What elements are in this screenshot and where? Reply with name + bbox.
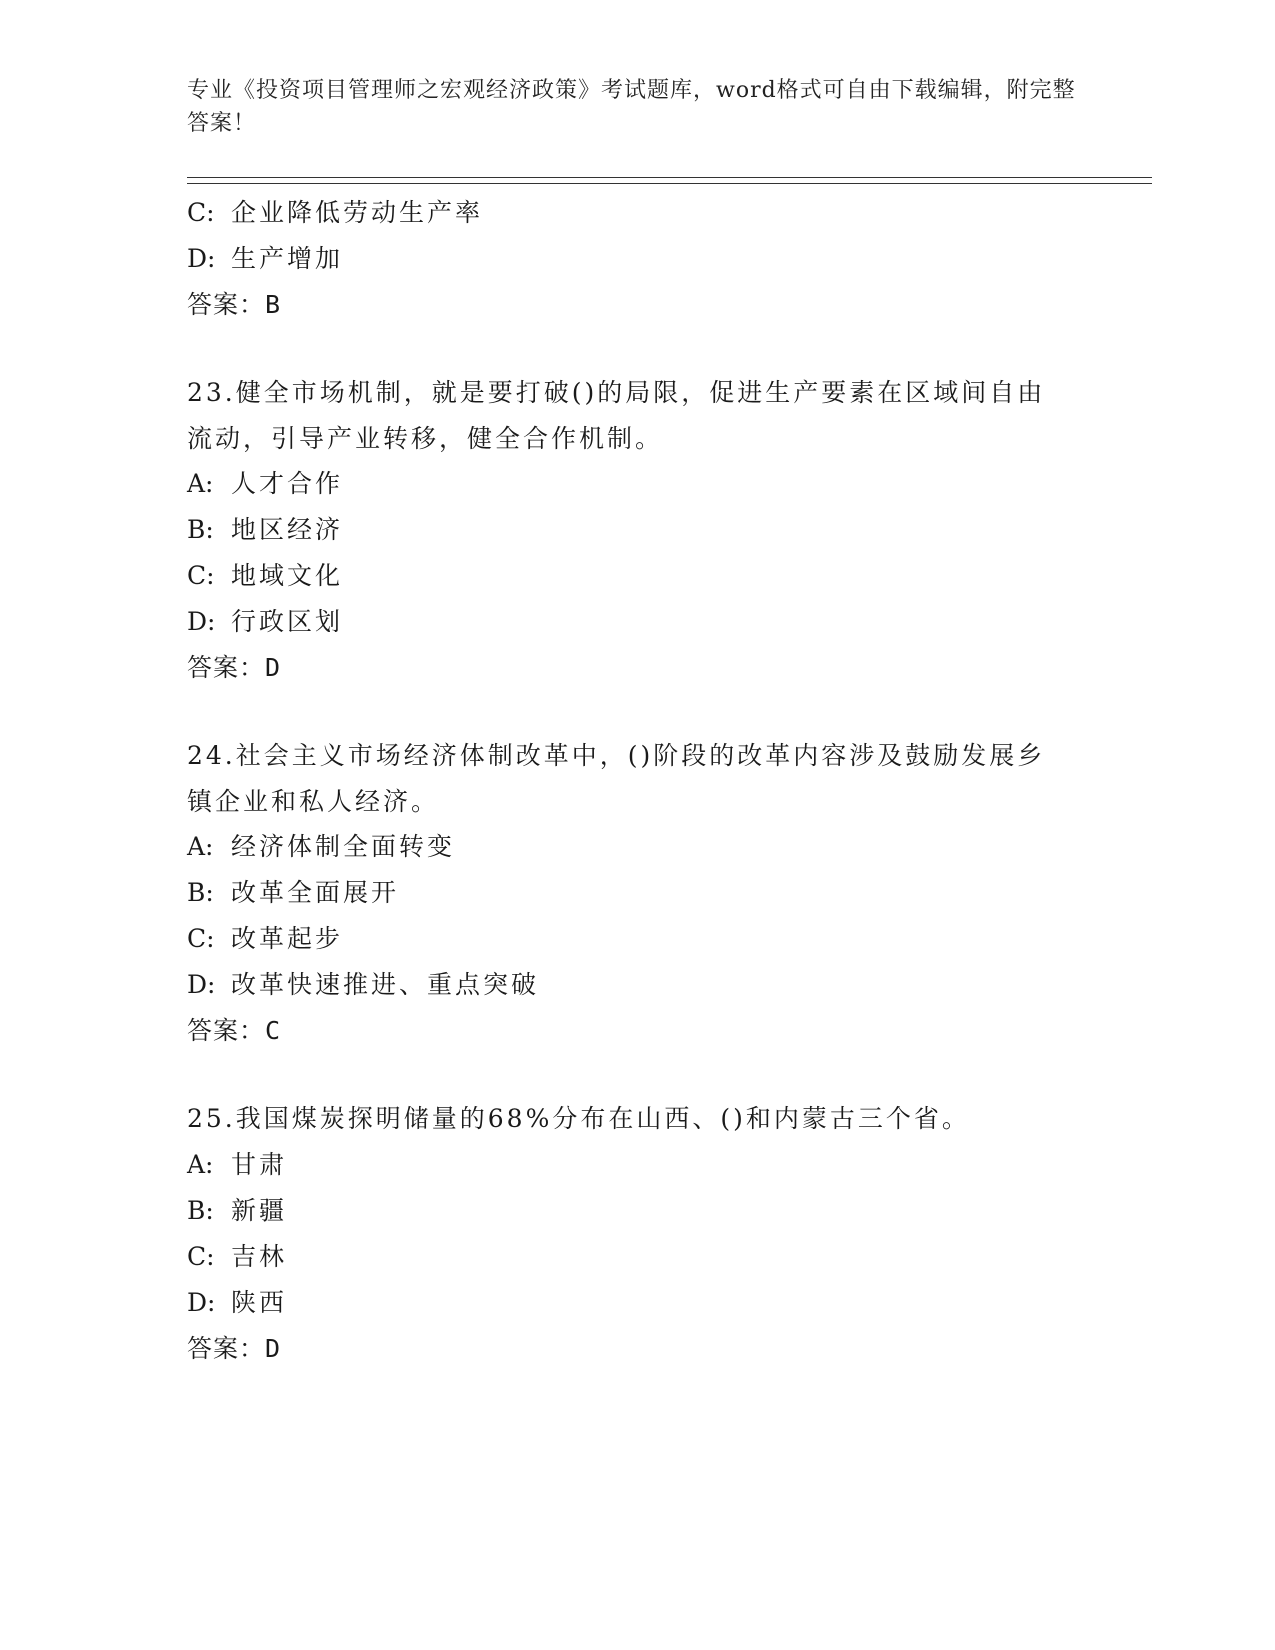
header-rule-top <box>187 177 1152 178</box>
option-letter: D: <box>187 970 216 999</box>
question-stem: 23.健全市场机制，就是要打破()的局限，促进生产要素在区域间自由流动，引导产业转移，健全合作机制。 <box>187 378 1046 453</box>
option-row <box>187 824 1087 870</box>
option-text: 改革全面展开 <box>231 878 400 907</box>
option-row <box>187 1280 1087 1326</box>
option-text: 地区经济 <box>231 515 344 544</box>
question-23 <box>187 370 1087 691</box>
option-text: 吉林 <box>231 1241 288 1271</box>
option-row <box>187 1188 1087 1234</box>
answer-line: 答案：C <box>187 1016 282 1045</box>
option-text: 行政区划 <box>231 607 344 636</box>
question-25 <box>187 1096 1087 1372</box>
option-text: 生产增加 <box>231 244 344 273</box>
answer-line: 答案：B <box>187 290 282 319</box>
option-row <box>187 916 1087 962</box>
option-row <box>187 870 1087 916</box>
option-letter: B: <box>187 1195 214 1225</box>
question-stem: 25.我国煤炭探明储量的68%分布在山西、()和内蒙古三个省。 <box>187 1104 970 1133</box>
option-row <box>187 190 1087 236</box>
option-row <box>187 599 1087 645</box>
option-text: 经济体制全面转变 <box>231 832 456 861</box>
answer-line: 答案：D <box>187 1333 282 1363</box>
option-text: 改革起步 <box>231 924 344 953</box>
option-letter: D: <box>187 1287 216 1317</box>
option-row <box>187 507 1087 553</box>
option-row <box>187 461 1087 507</box>
option-letter: D: <box>187 607 216 636</box>
option-letter: C: <box>187 198 215 227</box>
option-text: 陕西 <box>231 1287 288 1317</box>
header-rule-bottom <box>187 183 1152 184</box>
question-list <box>187 190 1087 1372</box>
option-row <box>187 553 1087 599</box>
question-stem: 24.社会主义市场经济体制改革中，()阶段的改革内容涉及鼓励发展乡镇企业和私人经济。 <box>187 741 1046 816</box>
question-24 <box>187 733 1087 1054</box>
option-row <box>187 1142 1087 1188</box>
option-text: 改革快速推进、重点突破 <box>231 970 540 999</box>
option-letter: B: <box>187 878 214 907</box>
option-letter: C: <box>187 561 215 590</box>
option-letter: C: <box>187 924 215 953</box>
option-letter: A: <box>187 832 214 861</box>
option-letter: A: <box>187 469 214 498</box>
document-header: 专业《投资项目管理师之宏观经济政策》考试题库，word格式可自由下载编辑，附完整答案！ <box>187 78 1076 136</box>
option-text: 甘肃 <box>231 1149 288 1179</box>
partial-question <box>187 190 1087 328</box>
option-text: 人才合作 <box>231 469 344 498</box>
option-letter: B: <box>187 515 214 544</box>
answer-line: 答案：D <box>187 653 282 682</box>
option-text: 企业降低劳动生产率 <box>231 198 484 227</box>
option-letter: D: <box>187 244 216 273</box>
option-row <box>187 962 1087 1008</box>
option-text: 新疆 <box>231 1195 288 1225</box>
option-letter: A: <box>187 1149 214 1179</box>
option-row <box>187 236 1087 282</box>
option-row <box>187 1234 1087 1280</box>
option-text: 地域文化 <box>231 561 344 590</box>
option-letter: C: <box>187 1241 215 1271</box>
